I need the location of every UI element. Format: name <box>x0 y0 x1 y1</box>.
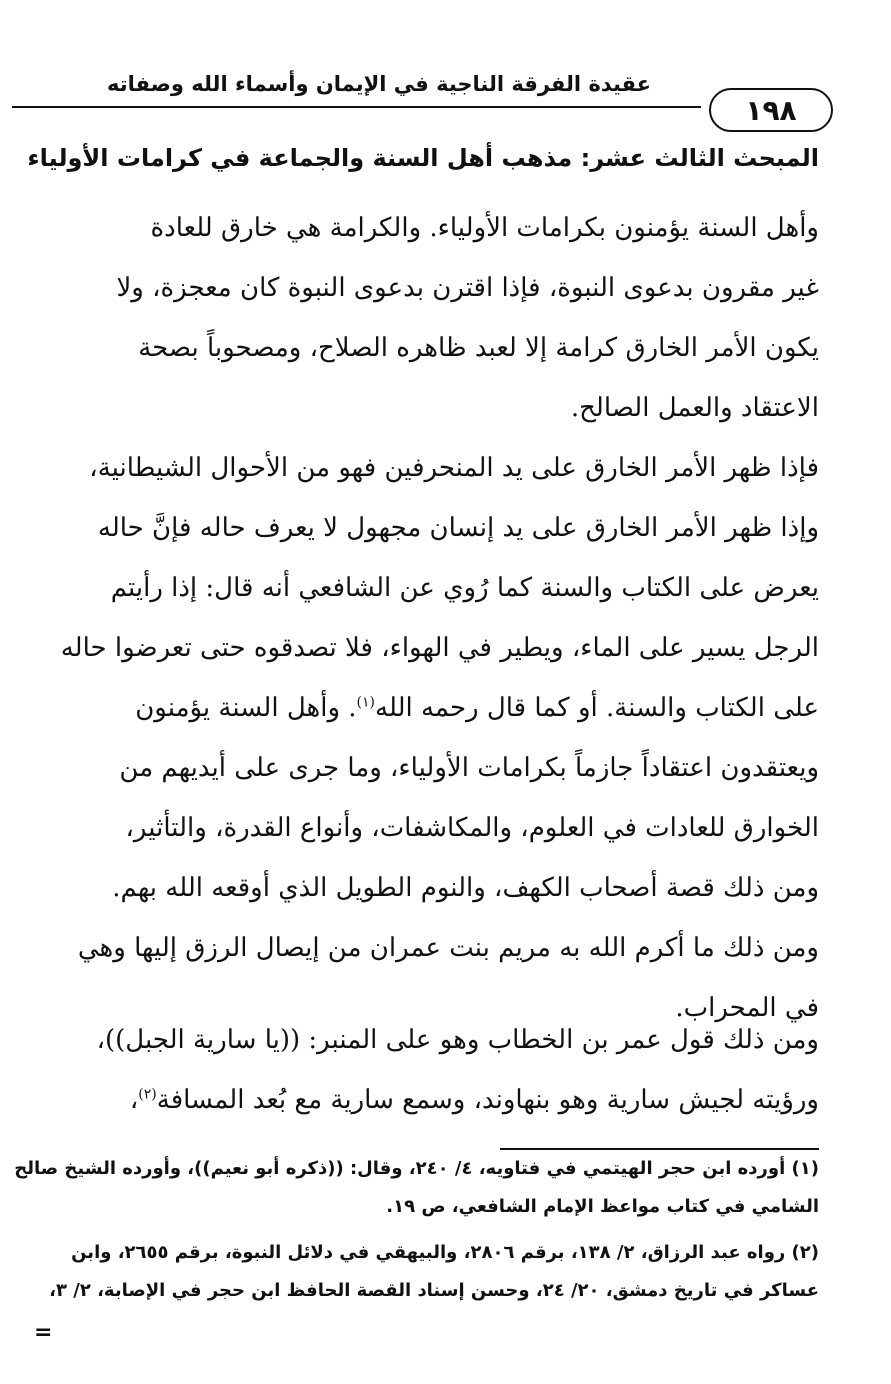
footnote-ref-2[interactable]: (٢) <box>138 1086 157 1103</box>
text-line: يعرض على الكتاب والسنة كما رُوي عن الشافعي أنه قال: إذا رأيتم <box>110 573 819 603</box>
footnotes <box>14 1150 819 1318</box>
footnote-line: الشامي في كتاب مواعظ الإمام الشافعي، ص ١٩. <box>386 1196 819 1217</box>
text-line: غير مقرون بدعوى النبوة، فإذا اقترن بدعوى النبوة كان معجزة، ولا <box>116 273 819 303</box>
footnote-2 <box>39 1234 819 1310</box>
text-segment: على الكتاب والسنة. أو كما قال رحمه الله <box>375 693 819 723</box>
text-line: الاعتقاد والعمل الصالح. <box>570 393 819 423</box>
running-header-title: عقيدة الفرقة الناجية في الإيمان وأسماء الله وصفاته <box>106 72 651 96</box>
paragraph-1 <box>39 198 819 438</box>
text-line: ومن ذلك ما أكرم الله به مريم بنت عمران من إيصال الرزق إليها وهي <box>77 933 819 963</box>
text-line <box>39 1070 819 1130</box>
text-segment: . وأهل السنة يؤمنون <box>135 693 357 723</box>
footnote-ref-1[interactable]: (١) <box>356 694 376 711</box>
header-divider <box>12 106 701 108</box>
text-segment: ، <box>129 1085 139 1115</box>
text-line: وإذا ظهر الأمر الخارق على يد إنسان مجهول لا يعرف حاله فإنَّ حاله <box>97 513 819 543</box>
text-line: ومن ذلك قول عمر بن الخطاب وهو على المنبر: ((يا سارية الجبل))، <box>96 1025 819 1055</box>
text-line: ويعتقدون اعتقاداً جازماً بكرامات الأولياء، وما جرى على أيديهم من <box>119 753 819 783</box>
text-line: الرجل يسير على الماء، ويطير في الهواء، فلا تصدقوه حتى تعرضوا حاله <box>60 633 819 663</box>
page-number: ١٩٨ <box>709 88 833 132</box>
footnote-1 <box>14 1150 819 1226</box>
continuation-mark: = <box>34 1320 53 1345</box>
paragraph-2 <box>39 438 819 1038</box>
text-line: يكون الأمر الخارق كرامة إلا لعبد ظاهره الصلاح، ومصحوباً بصحة <box>138 333 819 363</box>
footnote-line: (٢) رواه عبد الرزاق، ٢/ ١٣٨، برقم ٢٨٠٦، والبيهقي في دلائل النبوة، برقم ٢٦٥٥، وابن <box>71 1242 819 1263</box>
text-line: الخوارق للعادات في العلوم، والمكاشفات، وأنواع القدرة، والتأثير، <box>125 813 819 843</box>
text-line: فإذا ظهر الأمر الخارق على يد المنحرفين فهو من الأحوال الشيطانية، <box>89 453 819 483</box>
text-line: ومن ذلك قصة أصحاب الكهف، والنوم الطويل الذي أوقعه الله بهم. <box>112 873 819 903</box>
text-line: في المحراب. <box>675 993 819 1023</box>
text-line <box>39 678 819 738</box>
text-line: وأهل السنة يؤمنون بكرامات الأولياء. والكرامة هي خارق للعادة <box>150 213 819 243</box>
section-heading: المبحث الثالث عشر: مذهب أهل السنة والجماعة في كرامات الأولياء <box>27 144 819 172</box>
footnote-line: عساكر في تاريخ دمشق، ٢٠/ ٢٤، وحسن إسناد القصة الحافظ ابن حجر في الإصابة، ٢/ ٣، <box>49 1280 819 1301</box>
text-segment: ورؤيته لجيش سارية وهو بنهاوند، وسمع سارية مع بُعد المسافة <box>156 1085 819 1115</box>
paragraph-3 <box>39 1010 819 1130</box>
footnote-line: (١) أورده ابن حجر الهيتمي في فتاويه، ٤/ ٢٤٠، وقال: ((ذكره أبو نعيم))، وأورده الشيخ صالح <box>14 1158 819 1179</box>
